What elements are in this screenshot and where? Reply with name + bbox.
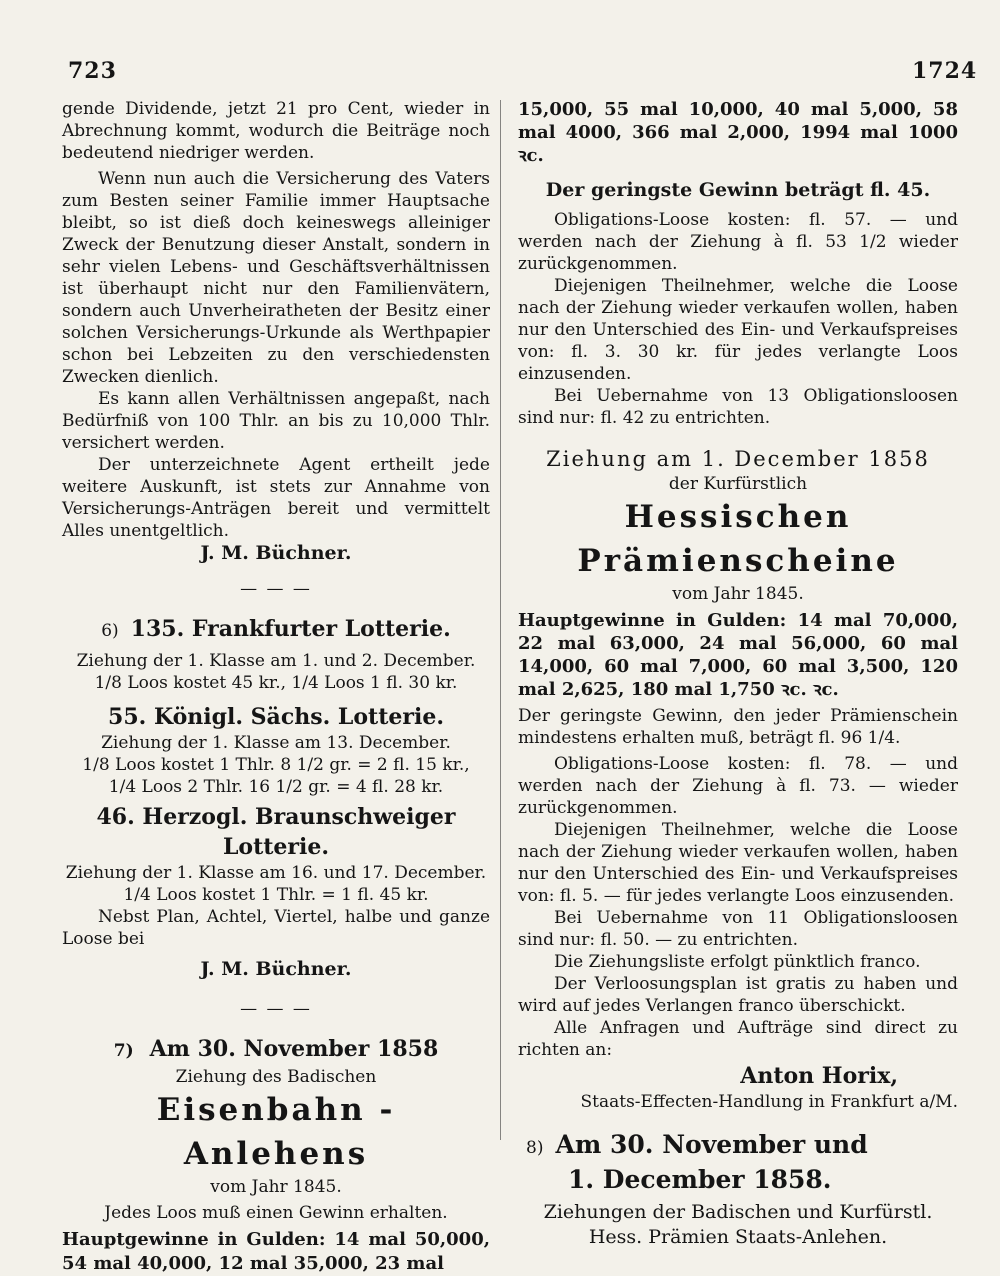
- section-number-8: 8): [526, 1138, 544, 1158]
- signature-buechner-1: J. M. Büchner.: [200, 542, 352, 564]
- frankfurt-lottery-name: 135. Frankfurter Lotterie.: [130, 616, 451, 642]
- brunswick-lottery-price: 1/4 Loos kostet 1 Thlr. = 1 fl. 45 kr.: [123, 885, 429, 905]
- baden-loan-date-text: Am 30. November 1858: [149, 1036, 439, 1062]
- draw-list-note: Die Ziehungsliste erfolgt pünktlich franco.: [554, 952, 921, 972]
- page-number-right: 1724: [912, 58, 978, 84]
- brunswick-lottery-offer: Nebst Plan, Achtel, Viertel, halbe und ganze Loose bei: [62, 907, 490, 949]
- page-number-left: 723: [68, 58, 117, 84]
- loans-date-line1: [518, 1129, 958, 1164]
- column-divider: [500, 100, 501, 1140]
- advertiser-business: Staats-Effecten-Handlung in Frankfurt a/M.: [580, 1092, 958, 1112]
- hesse-obligations-price: Obligations-Loose kosten: fl. 78. — und werden nach der Ziehung à fl. 73. — wieder zurückgenommen.: [518, 754, 958, 818]
- inquiries-note: Alle Anfragen und Aufträge sind direct zu richten an:: [518, 1018, 958, 1060]
- paragraph-verhaeltnisse: Es kann allen Verhältnissen angepaßt, nach Bedürfniß von 100 Thlr. an bis zu 10,000 Thlr. versichert werden.: [62, 389, 490, 453]
- frankfurt-lottery-price: 1/8 Loos kostet 45 kr., 1/4 Loos 1 fl. 30 kr.: [94, 673, 458, 693]
- hesse-minimum-win: Der geringste Gewinn, den jeder Prämienschein mindestens erhalten muß, beträgt fl. 96 1/4.: [518, 706, 958, 748]
- advertiser-name: Anton Horix,: [740, 1063, 898, 1089]
- hesse-subtitle: der Kurfürstlich: [668, 474, 808, 494]
- baden-loan-subtitle: Ziehung des Badischen: [175, 1067, 377, 1087]
- brunswick-lottery-draw: Ziehung der 1. Klasse am 16. und 17. December.: [65, 863, 487, 883]
- baden-loan-minimum-win: Der geringste Gewinn beträgt fl. 45.: [545, 179, 931, 201]
- plan-note: Der Verloosungsplan ist gratis zu haben und wird auf jedes Verlangen franco überschickt.: [518, 974, 958, 1016]
- baden-loan-date: [62, 1034, 490, 1066]
- saxony-lottery-draw: Ziehung der 1. Klasse am 13. December.: [101, 733, 451, 753]
- hesse-bulk-purchase: Bei Uebernahme von 11 Obligationsloosen sind nur: fl. 50. — zu entrichten.: [518, 908, 958, 950]
- baden-participants-note: Diejenigen Theilnehmer, welche die Loose nach der Ziehung wieder verkaufen wollen, haben nur den Unterschied des Ein- und Verkaufspreises von: fl. 3. 30 kr. für jedes verlangte Loos einzusenden.: [518, 276, 958, 384]
- hesse-prizes: Hauptgewinne in Gulden: 14 mal 70,000, 22 mal 63,000, 24 mal 56,000, 60 mal 14,000, 60 mal 7,000, 60 mal 3,500, 120 mal 2,625, 180 mal 1,750 ꝛc. ꝛc.: [518, 610, 958, 700]
- brunswick-lottery-title: 46. Herzogl. Braunschweiger Lotterie.: [96, 804, 456, 860]
- paragraph-dividende: gende Dividende, jetzt 21 pro Cent, wieder in Abrechnung kommt, wodurch die Beiträge noch bedeutend niedriger werden.: [62, 99, 490, 163]
- hesse-title: Hessischen Prämienscheine: [577, 499, 899, 579]
- baden-bulk-purchase: Bei Uebernahme von 13 Obligationsloosen sind nur: fl. 42 zu entrichten.: [518, 386, 958, 428]
- left-column: [62, 98, 490, 1276]
- hesse-draw-date: Ziehung am 1. December 1858: [546, 447, 930, 471]
- saxony-lottery-price-eighth: 1/8 Loos kostet 1 Thlr. 8 1/2 gr. = 2 fl. 15 kr.,: [82, 755, 470, 775]
- loans-subtitle-line2: Hess. Prämien Staats-Anlehen.: [588, 1226, 888, 1248]
- baden-obligations-price: Obligations-Loose kosten: fl. 57. — und werden nach der Ziehung à fl. 53 1/2 wieder zurückgenommen.: [518, 210, 958, 274]
- saxony-lottery-title: 55. Königl. Sächs. Lotterie.: [108, 704, 444, 730]
- baden-loan-prizes-continued: 15,000, 55 mal 10,000, 40 mal 5,000, 58 mal 4000, 366 mal 2,000, 1994 mal 1000 ꝛc.: [518, 99, 958, 166]
- frankfurt-lottery-draw: Ziehung der 1. Klasse am 1. und 2. December.: [76, 651, 476, 671]
- separator-dash-1: — — —: [240, 579, 312, 599]
- hesse-year: vom Jahr 1845.: [672, 584, 804, 604]
- hesse-participants-note: Diejenigen Theilnehmer, welche die Loose nach der Ziehung wieder verkaufen wollen, haben nur den Unterschied des Ein- und Verkaufspreises von: fl. 5. — für jedes verlangte Loos einzusenden.: [518, 820, 958, 906]
- baden-loan-every-wins: Jedes Loos muß einen Gewinn erhalten.: [104, 1203, 448, 1223]
- loans-date-line1-text: Am 30. November und: [555, 1130, 868, 1159]
- baden-loan-year: vom Jahr 1845.: [210, 1177, 342, 1197]
- paragraph-versicherung: Wenn nun auch die Versicherung des Vaters zum Besten seiner Familie immer Hauptsache bleibt, so ist dieß doch keineswegs alleiniger Zweck der Benutzung dieser Anstalt, sondern in sehr vielen Lebens- und Geschäftsverhältnissen ist überhaupt nicht nur den Familienvätern, sondern auch Unverheiratheten der Besitz einer solchen Versicherungs-Urkunde als Werthpapier schon bei Lebzeiten zu den verschiedensten Zwecken dienlich.: [62, 169, 490, 387]
- separator-dash-2: — — —: [240, 999, 312, 1019]
- paragraph-agent: Der unterzeichnete Agent ertheilt jede weitere Auskunft, ist stets zur Annahme von Versicherungs-Anträgen bereit und vermittelt Alles unentgeltlich.: [62, 455, 490, 541]
- frankfurt-lottery-title: [62, 614, 490, 646]
- baden-loan-prizes: Hauptgewinne in Gulden: 14 mal 50,000, 54 mal 40,000, 12 mal 35,000, 23 mal: [62, 1229, 490, 1274]
- right-column: [518, 98, 958, 1250]
- signature-buechner-2: J. M. Büchner.: [200, 958, 352, 980]
- loans-subtitle-line1: Ziehungen der Badischen und Kurfürstl.: [543, 1201, 933, 1223]
- section-number-6: 6): [101, 621, 119, 641]
- saxony-lottery-price-quarter: 1/4 Loos 2 Thlr. 16 1/2 gr. = 4 fl. 28 kr.: [108, 777, 444, 797]
- section-number-7: 7): [113, 1041, 134, 1061]
- baden-loan-title: Eisenbahn - Anlehens: [156, 1092, 396, 1172]
- loans-date-line2: 1. December 1858.: [568, 1165, 832, 1194]
